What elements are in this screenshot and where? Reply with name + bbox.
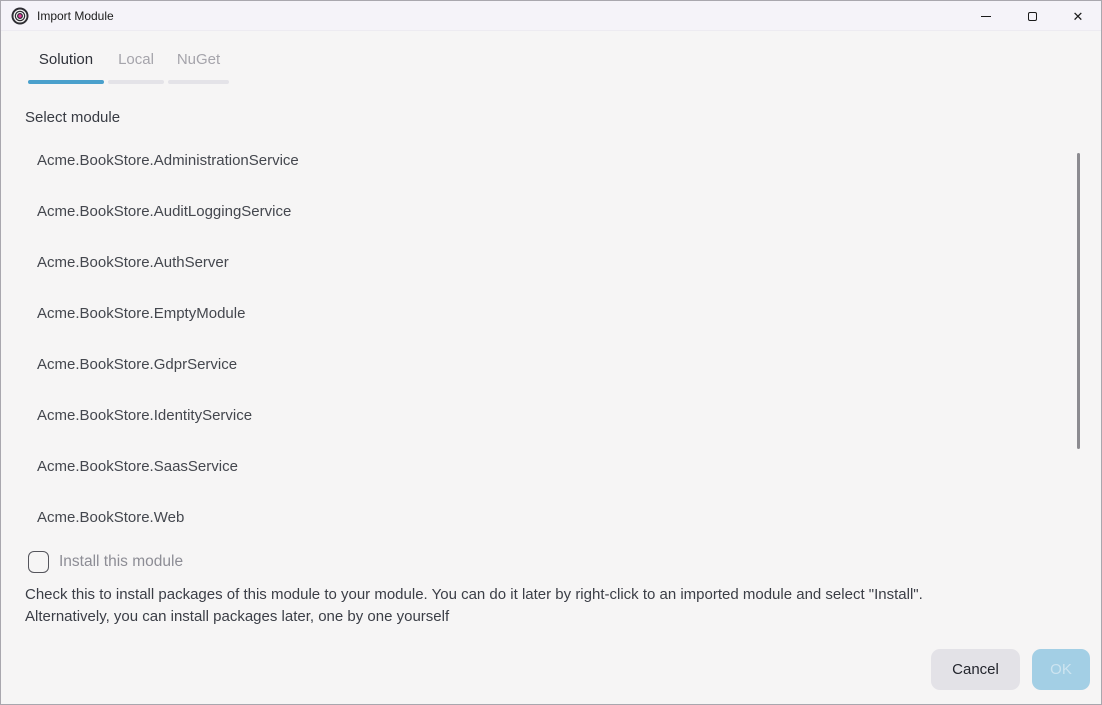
- install-description-line2: Alternatively, you can install packages later, one by one yourself: [25, 608, 450, 625]
- scrollbar-track: [1076, 141, 1081, 529]
- tab-local-underline: [108, 80, 164, 84]
- window-title: Import Module: [37, 8, 114, 23]
- tab-solution[interactable]: [28, 51, 104, 84]
- install-checkbox-row: [28, 551, 183, 573]
- list-item[interactable]: Acme.BookStore.GdprService: [37, 356, 238, 373]
- maximize-button[interactable]: [1009, 1, 1055, 31]
- tab-solution-underline: [28, 80, 104, 84]
- list-item[interactable]: Acme.BookStore.EmptyModule: [37, 305, 246, 322]
- tab-local[interactable]: [108, 51, 164, 84]
- abp-logo-icon: [11, 7, 29, 25]
- tab-nuget[interactable]: [168, 51, 229, 84]
- install-description-line1: Check this to install packages of this module to your module. You can do it later by right-click to an imported module and select "Install".: [25, 586, 923, 603]
- window-controls: [963, 1, 1101, 31]
- select-module-label: Select module: [25, 109, 121, 126]
- tab-solution-label: Solution: [38, 51, 94, 68]
- tab-bar: [28, 51, 229, 84]
- install-module-checkbox[interactable]: [28, 551, 49, 573]
- scrollbar[interactable]: [1077, 153, 1080, 449]
- list-item[interactable]: Acme.BookStore.AuditLoggingService: [37, 203, 292, 220]
- close-button[interactable]: [1055, 1, 1101, 31]
- titlebar: [1, 1, 1101, 31]
- list-item[interactable]: Acme.BookStore.AuthServer: [37, 254, 229, 271]
- list-item[interactable]: Acme.BookStore.SaasService: [37, 458, 238, 475]
- ok-button[interactable]: OK: [1032, 649, 1090, 690]
- minimize-icon: [981, 16, 991, 17]
- list-item[interactable]: Acme.BookStore.Web: [37, 509, 185, 526]
- install-description: [25, 584, 923, 628]
- tab-nuget-underline: [168, 80, 229, 84]
- close-icon: ✕: [1072, 8, 1084, 24]
- list-item[interactable]: Acme.BookStore.IdentityService: [37, 407, 253, 424]
- tab-nuget-label: NuGet: [176, 51, 221, 68]
- cancel-button[interactable]: Cancel: [931, 649, 1020, 690]
- module-list: [1, 135, 1071, 529]
- install-module-label: Install this module: [59, 553, 184, 570]
- list-item[interactable]: Acme.BookStore.AdministrationService: [37, 152, 299, 169]
- maximize-icon: [1028, 12, 1037, 21]
- minimize-button[interactable]: [963, 1, 1009, 31]
- tab-local-label: Local: [118, 51, 154, 68]
